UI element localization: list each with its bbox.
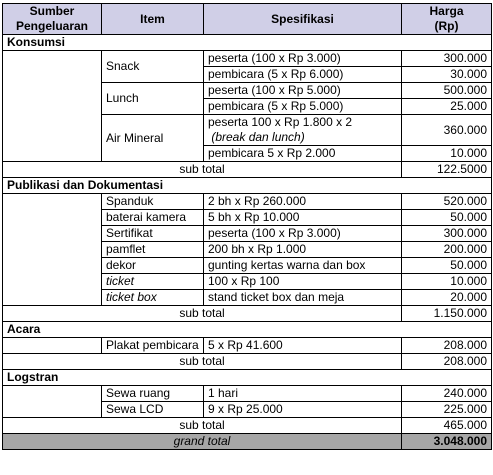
spec-cell: peserta (100 x Rp 3.000): [204, 51, 402, 67]
item-snack: Snack: [102, 51, 204, 83]
subtotal-value: 122.5000: [402, 162, 492, 178]
spec-cell: pembicara 5 x Rp 2.000: [204, 146, 402, 162]
section-title-row: [3, 322, 492, 338]
grand-total-row: [3, 434, 492, 450]
header-row: [3, 4, 492, 35]
source-cell: [3, 386, 102, 418]
section-title-acara: Acara: [3, 322, 492, 338]
item-lunch: Lunch: [102, 83, 204, 115]
spec-cell: 2 bh x Rp 260.000: [204, 194, 402, 210]
price-cell: 10.000: [402, 274, 492, 290]
price-cell: 300.000: [402, 51, 492, 67]
price-cell: 500.000: [402, 83, 492, 99]
section-title-publikasi: Publikasi dan Dokumentasi: [3, 178, 492, 194]
source-cell: [3, 194, 102, 306]
price-cell: 30.000: [402, 67, 492, 83]
budget-table: [2, 3, 492, 450]
item-cell: baterai kamera: [102, 210, 204, 226]
section-title-logstran: Logstran: [3, 370, 492, 386]
header-item: Item: [102, 4, 204, 35]
header-source: Sumber Pengeluaran: [3, 4, 102, 35]
price-cell: 225.000: [402, 402, 492, 418]
subtotal-value: 1.150.000: [402, 306, 492, 322]
spec-cell: pembicara (5 x Rp 6.000): [204, 67, 402, 83]
item-cell: Sewa ruang: [102, 386, 204, 402]
price-cell: 50.000: [402, 258, 492, 274]
subtotal-label: sub total: [3, 418, 402, 434]
spec-cell: pembicara (5 x Rp 5.000): [204, 99, 402, 115]
subtotal-label: sub total: [3, 162, 402, 178]
table-row: [3, 194, 492, 210]
spec-cell: 200 bh x Rp 1.000: [204, 242, 402, 258]
subtotal-row: [3, 418, 492, 434]
spec-cell: 5 x Rp 41.600: [204, 338, 402, 354]
price-cell: 10.000: [402, 146, 492, 162]
header-spec: Spesifikasi: [204, 4, 402, 35]
spec-cell: peserta 100 x Rp 1.800 x 2 (break dan lunch): [204, 115, 402, 146]
spec-cell: 1 hari: [204, 386, 402, 402]
subtotal-label: sub total: [3, 306, 402, 322]
price-cell: 208.000: [402, 338, 492, 354]
section-title-row: [3, 35, 492, 51]
table-row: [3, 386, 492, 402]
price-cell: 25.000: [402, 99, 492, 115]
subtotal-value: 465.000: [402, 418, 492, 434]
price-cell: 360.000: [402, 115, 492, 146]
grand-total-label: grand total: [3, 434, 402, 450]
source-cell: [3, 51, 102, 162]
section-title-row: [3, 178, 492, 194]
item-cell: ticket: [102, 274, 204, 290]
price-cell: 300.000: [402, 226, 492, 242]
spec-cell: gunting kertas warna dan box: [204, 258, 402, 274]
subtotal-value: 208.000: [402, 354, 492, 370]
item-cell: Spanduk: [102, 194, 204, 210]
price-cell: 520.000: [402, 194, 492, 210]
price-cell: 20.000: [402, 290, 492, 306]
item-cell: Sewa LCD: [102, 402, 204, 418]
grand-total-value: 3.048.000: [402, 434, 492, 450]
spec-cell: stand ticket box dan meja: [204, 290, 402, 306]
spec-cell: 100 x Rp 100: [204, 274, 402, 290]
section-title-row: [3, 370, 492, 386]
item-cell: dekor: [102, 258, 204, 274]
price-cell: 200.000: [402, 242, 492, 258]
item-cell: Sertifikat: [102, 226, 204, 242]
spec-cell: peserta (100 x Rp 3.000): [204, 226, 402, 242]
item-cell: ticket box: [102, 290, 204, 306]
subtotal-label: sub total: [3, 354, 402, 370]
item-cell: pamflet: [102, 242, 204, 258]
spec-cell: peserta (100 x Rp 5.000): [204, 83, 402, 99]
table-row: [3, 51, 492, 67]
price-cell: 240.000: [402, 386, 492, 402]
spec-cell: 5 bh x Rp 10.000: [204, 210, 402, 226]
spec-cell: 9 x Rp 25.000: [204, 402, 402, 418]
source-cell: [3, 338, 102, 354]
subtotal-row: [3, 162, 492, 178]
subtotal-row: [3, 306, 492, 322]
price-cell: 50.000: [402, 210, 492, 226]
subtotal-row: [3, 354, 492, 370]
item-air-mineral: Air Mineral: [102, 115, 204, 162]
section-title-konsumsi: Konsumsi: [3, 35, 492, 51]
header-price: Harga (Rp): [402, 4, 492, 35]
table-row: [3, 338, 492, 354]
item-cell: Plakat pembicara: [102, 338, 204, 354]
